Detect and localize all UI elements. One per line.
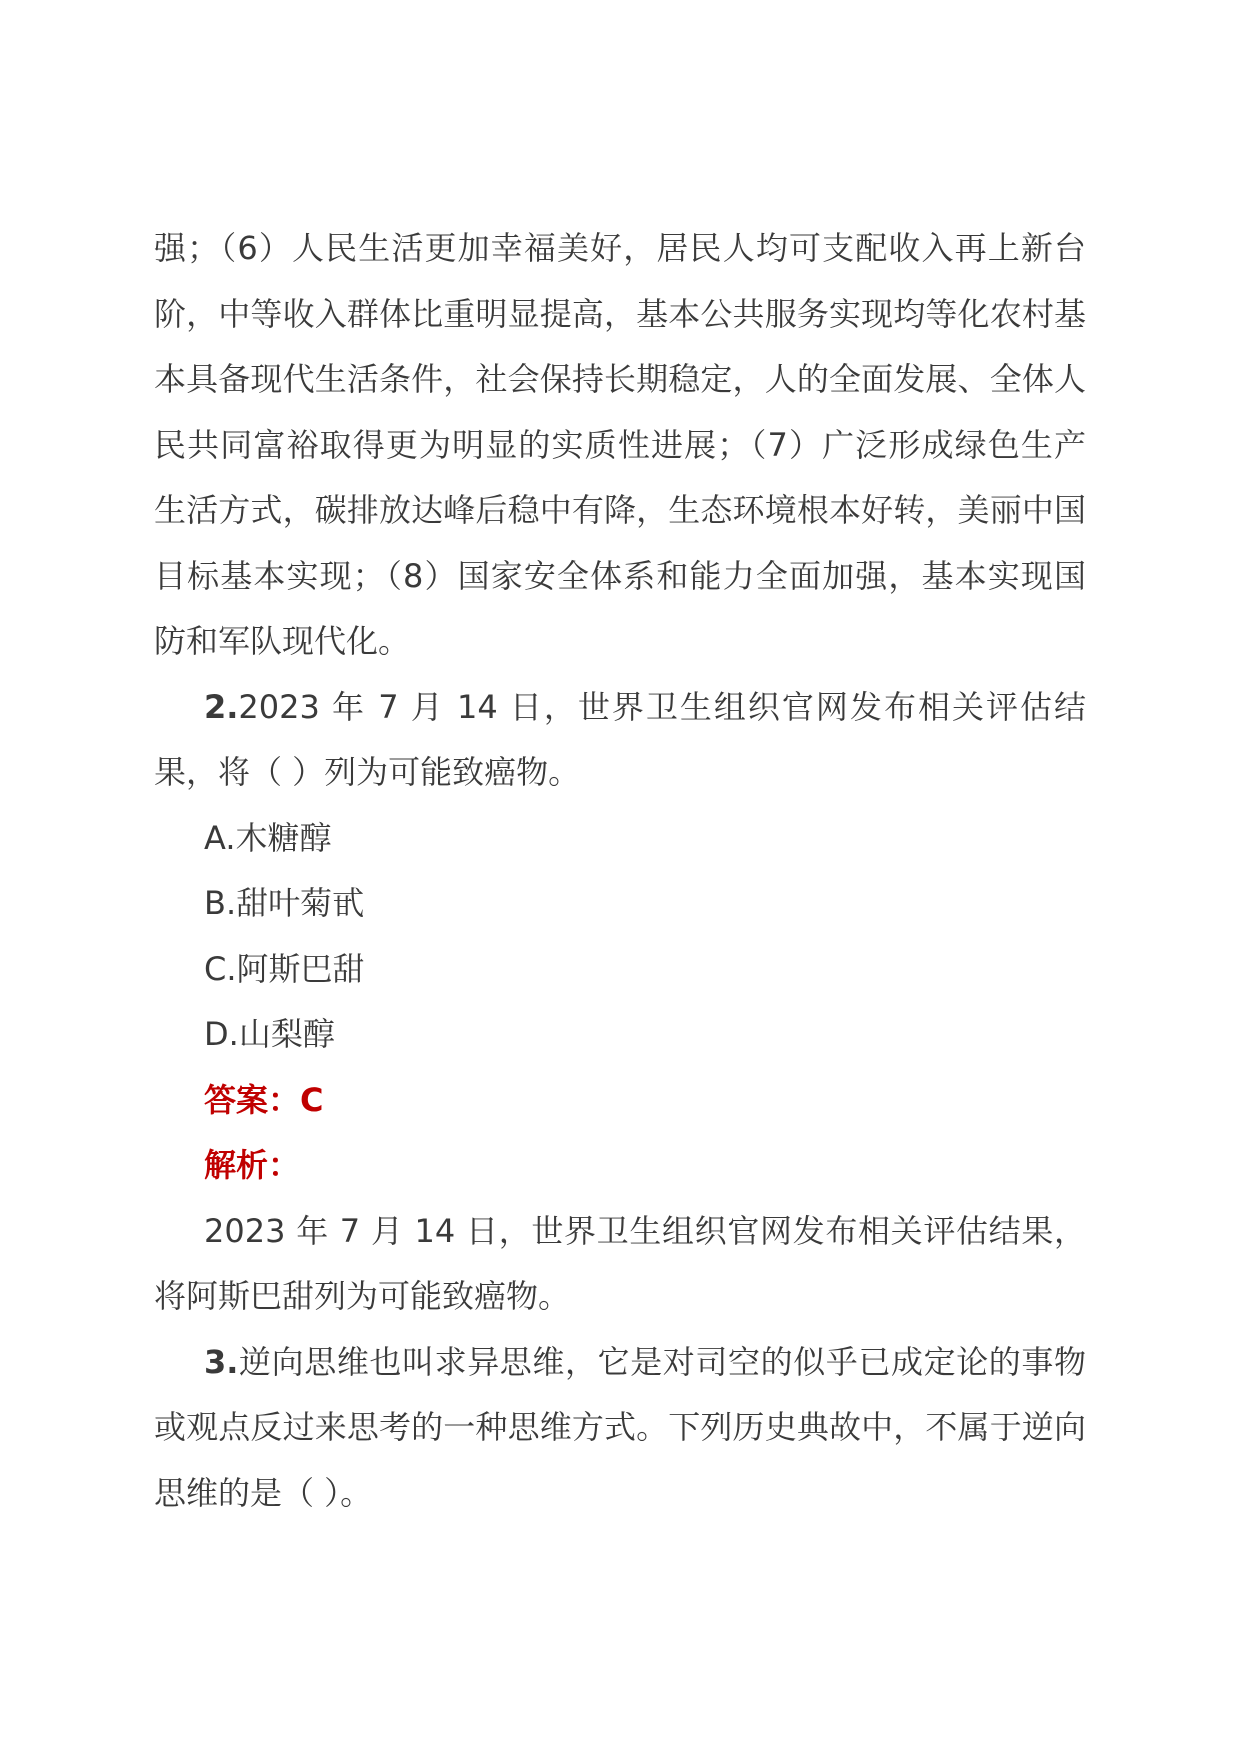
question-2 xyxy=(154,675,1086,806)
option-b: B.甜叶菊甙 xyxy=(204,884,365,922)
question-2-text: 2023 年 7 月 14 日，世界卫生组织官网发布相关评估结果，将（ ）列为可能致癌物。 xyxy=(154,687,1086,791)
question-3-text: 逆向思维也叫求异思维，它是对司空的似乎已成定论的事物或观点反过来思考的一种思维方式。下列历史典故中，不属于逆向思维的是（ ）。 xyxy=(154,1342,1086,1512)
option-a: A.木糖醇 xyxy=(204,818,332,857)
document-page xyxy=(154,216,1086,1526)
question-2-number: 2. xyxy=(204,687,239,726)
option-c: C.阿斯巴甜 xyxy=(204,949,365,988)
analysis-text: 2023 年 7 月 14 日，世界卫生组织官网发布相关评估结果，将阿斯巴甜列为可能致癌物。 xyxy=(154,1211,1086,1315)
question-3-number: 3. xyxy=(204,1342,239,1381)
answer-line: 答案：C xyxy=(204,1080,324,1119)
continued-paragraph: 强；（6）人民生活更加幸福美好，居民人均可支配收入再上新台阶，中等收入群体比重明显提高，基本公共服务实现均等化农村基本具备现代生活条件，社会保持长期稳定，人的全面发展、全体人民共同富裕取得更为明显的实质性进展；（7）广泛形成绿色生产生活方式，碳排放达峰后稳中有降，生态环境根本好转，美丽中国目标基本实现；（8）国家安全体系和能力全面加强，基本实现国防和军队现代化。 xyxy=(154,229,1086,660)
analysis-label: 解析： xyxy=(204,1146,301,1184)
question-3 xyxy=(154,1330,1086,1527)
option-d: D.山梨醇 xyxy=(204,1015,335,1053)
